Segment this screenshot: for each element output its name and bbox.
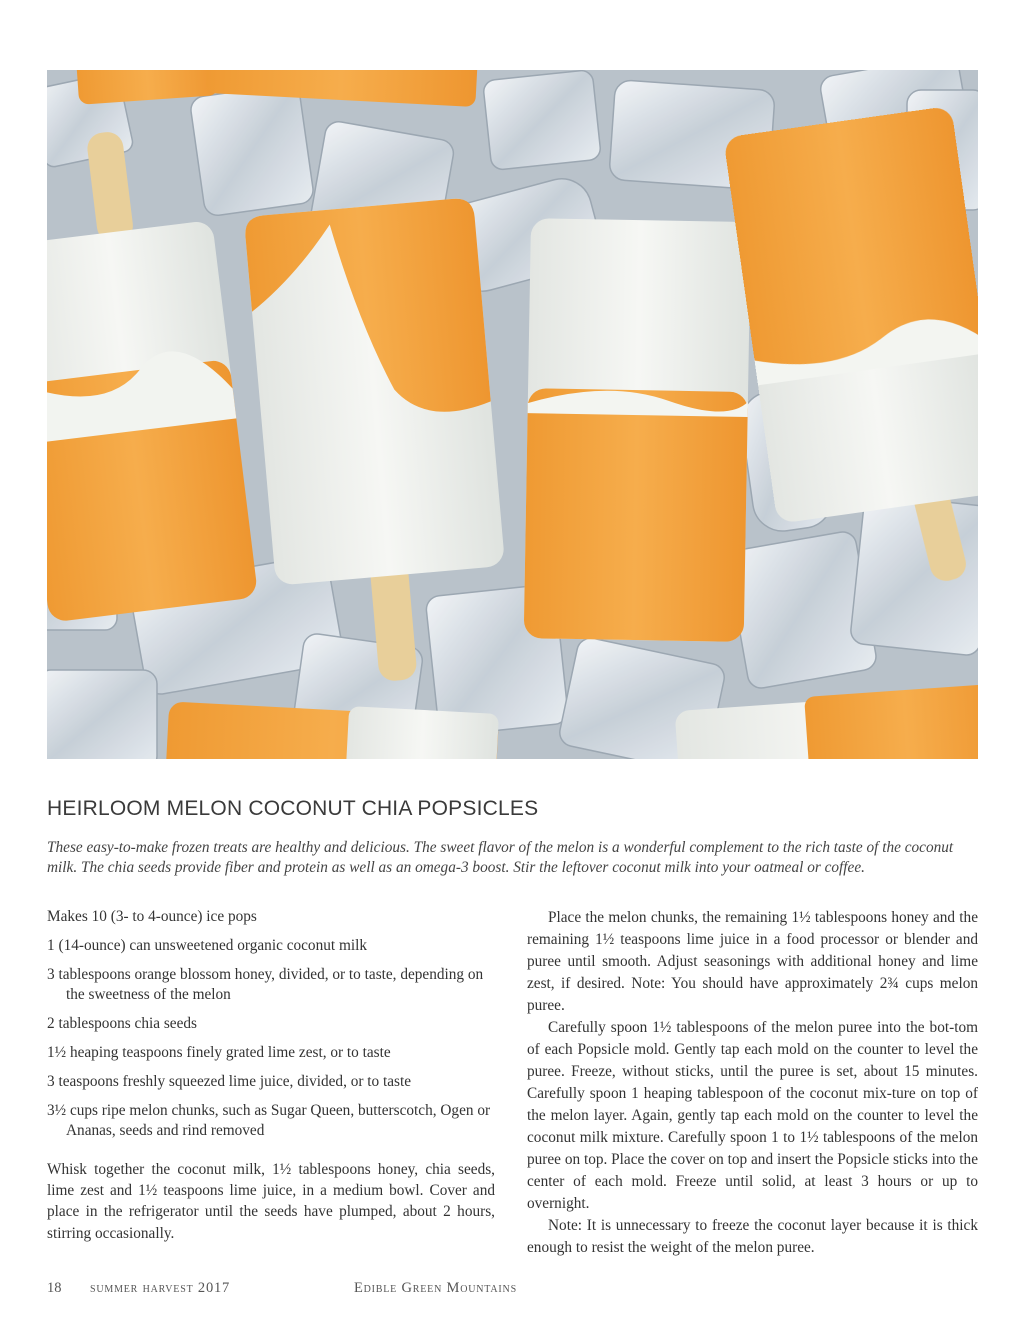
ingredient-item: 3 tablespoons orange blossom honey, divided, or to taste, depending on the sweetness of the melon: [47, 966, 484, 1003]
method-paragraph: Note: It is unnecessary to freeze the coconut layer because it is thick enough to resist the weight of the melon puree.: [527, 1217, 978, 1256]
ingredient-item: 3½ cups ripe melon chunks, such as Sugar Queen, butterscotch, Ogen or Ananas, seeds and rind removed: [47, 1102, 491, 1139]
popsicles-photo: [47, 70, 978, 759]
page-number: 18: [47, 1280, 62, 1296]
magazine-name: Edible Green Mountains: [354, 1280, 517, 1296]
recipe-yield: Makes 10 (3- to 4-ounce) ice pops: [47, 908, 257, 925]
ingredient-item: 1½ heaping teaspoons finely grated lime zest, or to taste: [47, 1044, 391, 1061]
popsicle-3: [524, 218, 751, 642]
recipe-title: HEIRLOOM MELON COCONUT CHIA POPSICLES: [47, 797, 539, 820]
popsicles-illustration: [47, 70, 978, 759]
issue-label: summer harvest 2017: [90, 1280, 231, 1296]
left-column: [47, 907, 495, 1244]
method-paragraph: Whisk together the coconut milk, 1½ tablespoons honey, chia seeds, lime zest and 1½ teaspoons lime juice, in a medium bowl. Cover and place in the refrigerator until the seeds have plumped, about 2 hours, stirring occasionally.: [47, 1161, 495, 1242]
ingredient-item: 2 tablespoons chia seeds: [47, 1015, 197, 1032]
method-paragraph: Place the melon chunks, the remaining 1½ tablespoons honey and the remaining 1½ teaspoons lime juice in a food processor or blender and puree until smooth. Adjust seasonings with additional honey and lime zest, if desired. Note: You should have approximately 2¾ cups melon puree.: [527, 909, 978, 1014]
right-column: [527, 907, 978, 1259]
ingredient-item: 1 (14-ounce) can unsweetened organic coconut milk: [47, 937, 367, 954]
recipe-intro: These easy-to-make frozen treats are healthy and delicious. The sweet flavor of the melon is a wonderful complement to the rich taste of the coconut milk. The chia seeds provide fiber and protein as well as an omega-3 boost. Stir the leftover coconut milk into your oatmeal or coffee.: [47, 839, 954, 876]
ingredient-item: 3 teaspoons freshly squeezed lime juice, divided, or to taste: [47, 1073, 412, 1090]
method-paragraph: Carefully spoon 1½ tablespoons of the melon puree into the bot-tom of each Popsicle mold. Gently tap each mold on the counter to level the puree. Freeze, without sticks, until the puree is set, about 15 minutes. Carefully spoon 1 heaping tablespoon of the coconut mix-ture on top of the melon layer. Again, gently tap each mold on the counter to level the coconut milk mixture. Carefully spoon 1 to 1½ tablespoons of the melon puree on top. Place the cover on top and insert the Popsicle sticks into the center of each mold. Freeze until solid, at least 3 hours or up to overnight.: [527, 1019, 978, 1212]
